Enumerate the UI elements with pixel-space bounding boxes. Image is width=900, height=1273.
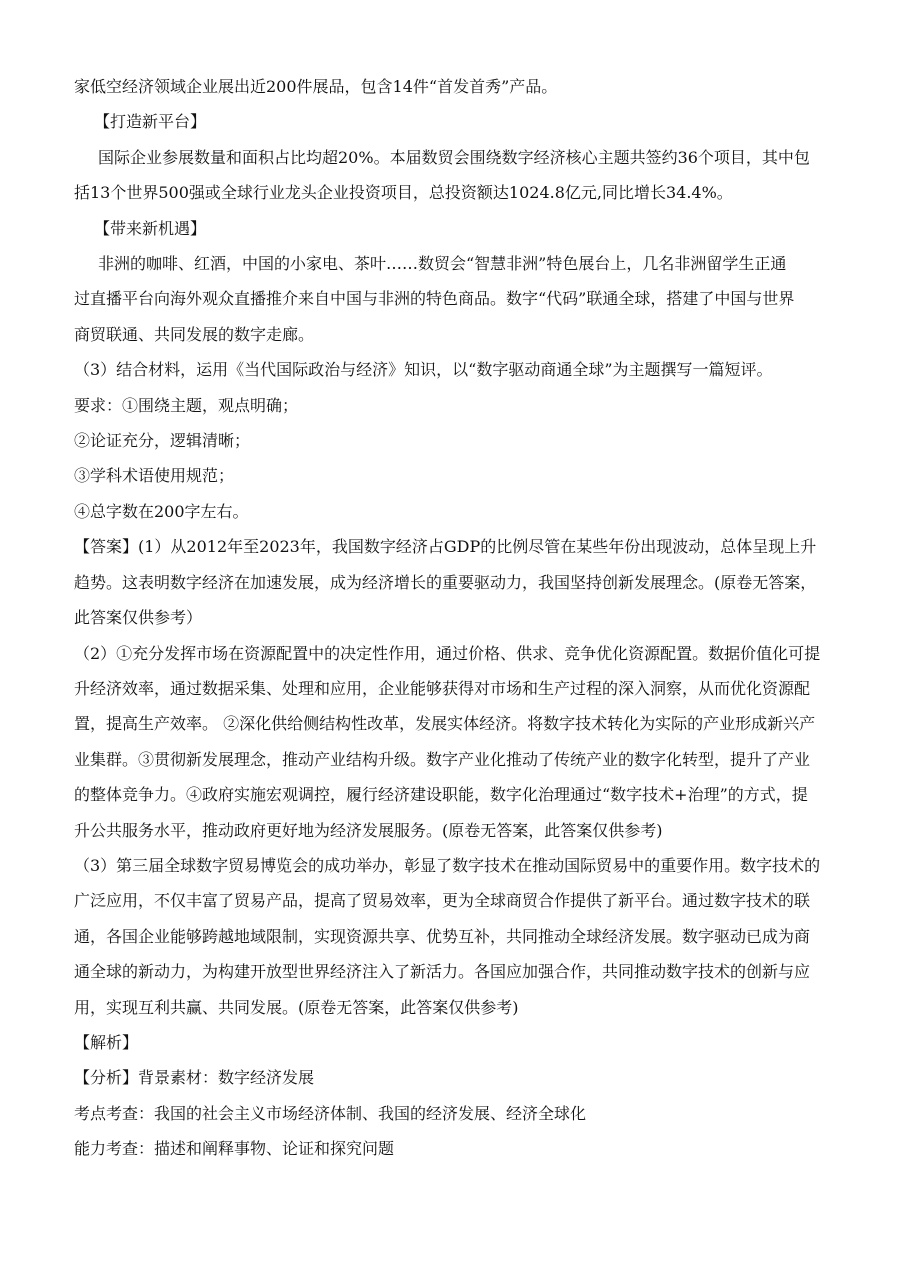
material-line: 非洲的咖啡、红酒，中国的小家电、茶叶……数贸会“智慧非洲”特色展台上，几名非洲留学生正通 [98,254,787,274]
question-prompt: （3）结合材料，运用《当代国际政治与经济》知识，以“数字驱动商通全球”为主题撰写一篇短评。 [74,360,773,380]
material-line: 过直播平台向海外观众直播推介来自中国与非洲的特色商品。数字“代码”联通全球，搭建了中国与世界 [74,289,795,309]
analysis-heading: 【解析】 [74,1032,139,1052]
material-line: 国际企业参展数量和面积占比均超20%。本届数贸会围绕数字经济核心主题共签约36个项目，其中包 [98,147,810,167]
analysis-background: 【分析】背景素材：数字经济发展 [74,1068,315,1088]
section-heading-opportunity: 【带来新机遇】 [94,218,207,238]
material-line: 家低空经济领域企业展出近200件展品，包含14件“首发首秀”产品。 [74,77,558,96]
analysis-topics: 考点考查：我国的社会主义市场经济体制、我国的经济发展、经济全球化 [74,1103,587,1123]
section-heading-platform: 【打造新平台】 [94,112,207,132]
material-line: 括13个世界500强或全球行业龙头企业投资项目，总投资额达1024.8亿元,同比增长34.4%。 [74,183,733,203]
answer-line: 业集群。③贯彻新发展理念，推动产业结构升级。数字产业化推动了传统产业的数字化转型，提升了产业 [74,749,811,769]
material-line: 商贸联通、共同发展的数字走廊。 [74,324,315,344]
answer-line: 升经济效率，通过数据采集、处理和应用，企业能够获得对市场和生产过程的深入洞察，从而优化资源配 [74,678,811,698]
requirement-item: ③学科术语使用规范； [74,466,235,486]
answer-line: 此答案仅供参考） [74,608,203,628]
requirement-item: ④总字数在200字左右。 [74,501,249,521]
answer-line: 【答案】(1）从2012年至2023年，我国数字经济占GDP的比例尽管在某些年份出现波动，总体呈现上升 [74,537,817,557]
answer-line: 通，各国企业能够跨越地域限制，实现资源共享、优势互补，共同推动全球经济发展。数字驱动已成为商 [74,926,811,946]
requirement-item: 要求：①围绕主题，观点明确； [74,395,299,415]
answer-line: （3）第三届全球数字贸易博览会的成功举办，彰显了数字技术在推动国际贸易中的重要作用。数字技术的 [74,855,821,875]
document-page [74,0,826,1207]
answer-line: 广泛应用，不仅丰富了贸易产品，提高了贸易效率，更为全球商贸合作提供了新平台。通过数字技术的联 [74,891,811,911]
answer-line: （2）①充分发挥市场在资源配置中的决定性作用，通过价格、供求、竞争优化资源配置。数据价值化可提 [74,643,821,663]
answer-line: 置，提高生产效率。 ②深化供给侧结构性改革，发展实体经济。将数字技术转化为实际的产业形成新兴产 [74,714,816,734]
analysis-abilities: 能力考查：描述和阐释事物、论证和探究问题 [74,1139,395,1159]
answer-line: 趋势。这表明数字经济在加速发展，成为经济增长的重要驱动力，我国坚持创新发展理念。(原卷无答案， [74,572,817,592]
requirement-item: ②论证充分，逻辑清晰； [74,431,251,451]
answer-line: 升公共服务水平，推动政府更好地为经济发展服务。(原卷无答案，此答案仅供参考) [74,820,663,840]
answer-line: 用，实现互利共赢、共同发展。(原卷无答案，此答案仅供参考) [74,997,519,1017]
answer-line: 的整体竞争力。④政府实施宏观调控，履行经济建设职能，数字化治理通过“数字技术+治理”的方式，提 [74,785,808,805]
answer-line: 通全球的新动力，为构建开放型世界经济注入了新活力。各国应加强合作，共同推动数字技术的创新与应 [74,962,811,982]
